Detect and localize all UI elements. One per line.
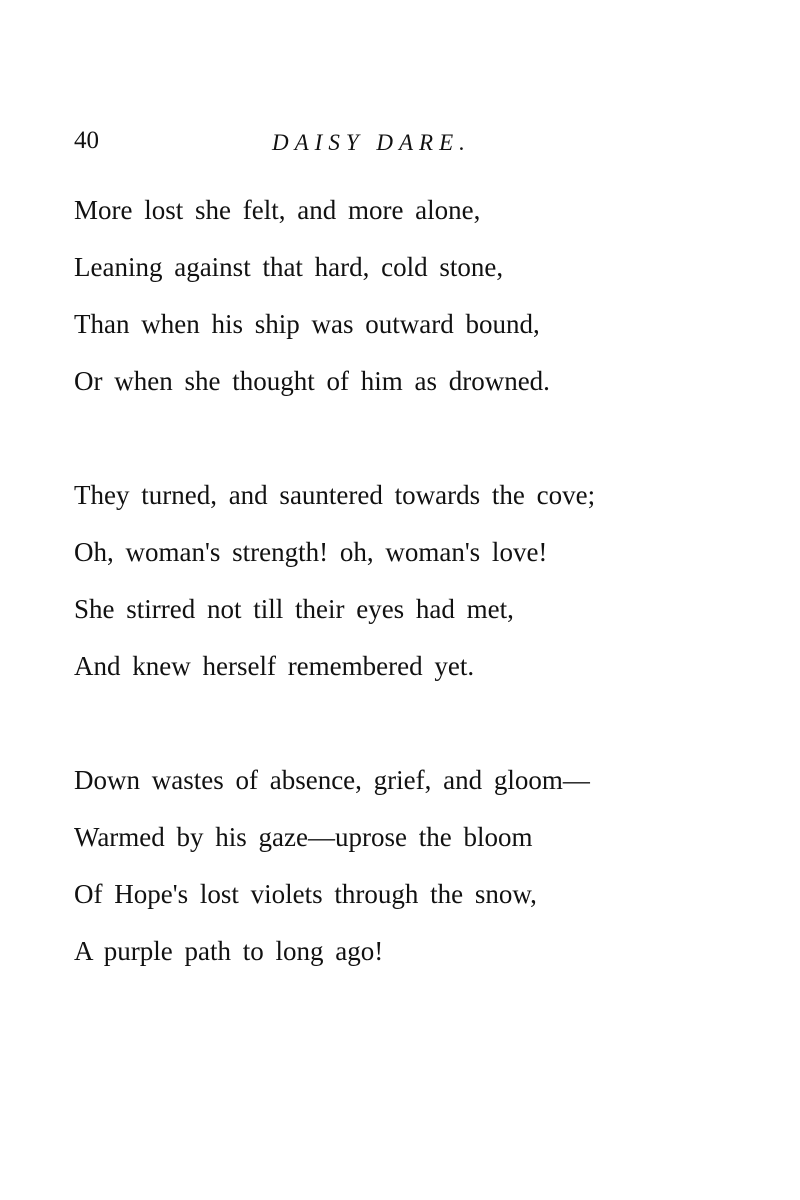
poem-line: Or when she thought of him as drowned.	[74, 366, 550, 396]
poem-line: Oh, woman's strength! oh, woman's love!	[74, 537, 548, 567]
poem-line: She stirred not till their eyes had met,	[74, 594, 514, 624]
poem	[74, 190, 714, 1045]
page-number: 40	[74, 127, 99, 154]
poem-line: They turned, and sauntered towards the cove;	[74, 480, 596, 510]
poem-line: Of Hope's lost violets through the snow,	[74, 879, 537, 909]
poem-line: And knew herself remembered yet.	[74, 651, 475, 681]
poem-line: Down wastes of absence, grief, and gloom—	[74, 765, 590, 795]
stanza-3	[74, 760, 714, 988]
poem-line: More lost she felt, and more alone,	[74, 195, 481, 225]
poem-line: Leaning against that hard, cold stone,	[74, 252, 504, 282]
stanza-1	[74, 190, 714, 418]
stanza-2	[74, 475, 714, 703]
poem-line: Than when his ship was outward bound,	[74, 309, 540, 339]
running-head-title: DAISY DARE.	[272, 130, 471, 155]
poem-line: A purple path to long ago!	[74, 936, 384, 966]
poem-line: Warmed by his gaze—uprose the bloom	[74, 822, 533, 852]
